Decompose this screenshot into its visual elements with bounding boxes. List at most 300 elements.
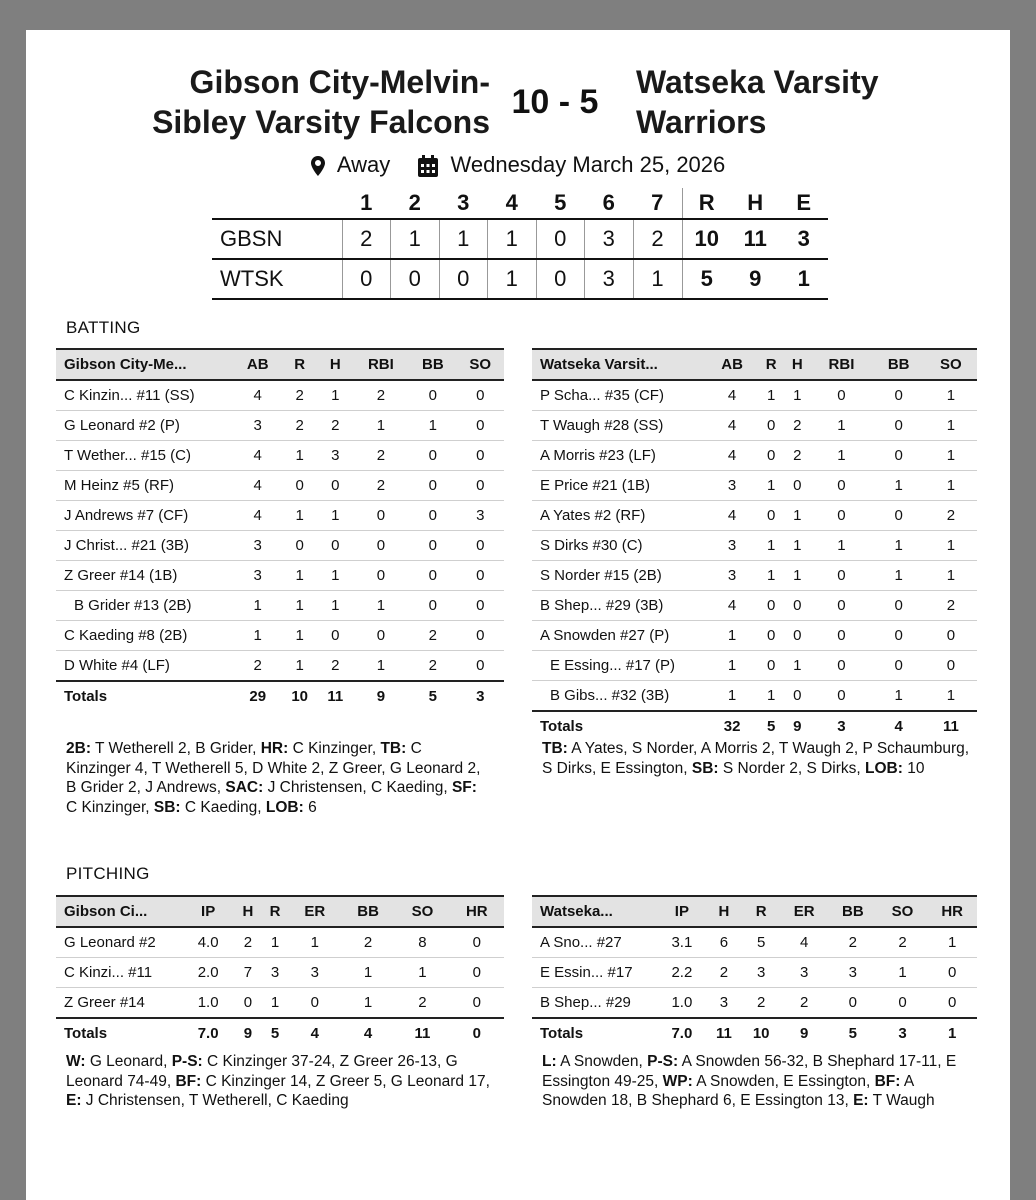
- stat-cell: 2: [784, 411, 810, 441]
- stat-cell: 1: [281, 591, 318, 621]
- stat-cell: 2: [780, 988, 828, 1019]
- line-score-inning: 3: [585, 259, 634, 299]
- stat-cell: 0: [409, 501, 456, 531]
- note-label: BF:: [175, 1072, 202, 1090]
- note-label: 2B:: [66, 740, 91, 757]
- player-row: [532, 927, 977, 958]
- stat-cell: 0: [758, 411, 784, 441]
- stat-cell: 0: [873, 591, 925, 621]
- note-text: C Kinzinger,: [66, 798, 154, 816]
- player-row: [56, 471, 504, 501]
- stat-cell: 1: [281, 561, 318, 591]
- note-text: A Snowden 18, B Shephard 6, E Essington 13,: [542, 1072, 914, 1109]
- player-row: [532, 380, 977, 411]
- line-score-inning: 2: [633, 219, 682, 259]
- stat-cell: 1: [784, 501, 810, 531]
- stat-header-r: R: [758, 349, 784, 380]
- line-score-col-7: 7: [651, 190, 664, 215]
- stat-cell: 2: [318, 411, 353, 441]
- line-score-inning: 0: [536, 219, 585, 259]
- stat-cell: 3: [706, 561, 758, 591]
- stat-header-h: H: [234, 896, 261, 927]
- stat-cell: 0: [873, 651, 925, 681]
- line-score-col-2: 2: [408, 190, 421, 215]
- stat-header-er: ER: [289, 896, 341, 927]
- player-name: J Andrews #7 (CF): [56, 501, 234, 531]
- player-name: B Shep... #29: [532, 988, 658, 1019]
- box-score-sheet: [26, 30, 1010, 1200]
- stat-header-so: SO: [878, 896, 928, 927]
- player-name: C Kaeding #8 (2B): [56, 621, 234, 651]
- stat-cell: 1: [925, 681, 977, 712]
- note-text: G Leonard,: [85, 1053, 172, 1070]
- stat-cell: 2.0: [182, 958, 234, 988]
- totals-cell: 5: [409, 681, 456, 711]
- totals-cell: 32: [706, 711, 758, 741]
- stat-cell: 0: [281, 531, 318, 561]
- player-name: B Gibs... #32 (3B): [532, 681, 706, 712]
- stat-header-r: R: [742, 896, 780, 927]
- stat-cell: 1: [873, 681, 925, 712]
- line-score-col-h: H: [747, 190, 764, 215]
- note-label: P-S:: [647, 1053, 679, 1070]
- stat-cell: 2: [353, 380, 410, 411]
- stat-cell: 2: [281, 411, 318, 441]
- player-row: [532, 411, 977, 441]
- player-name: E Essin... #17: [532, 958, 658, 988]
- stat-cell: 1: [758, 380, 784, 411]
- player-row: [56, 561, 504, 591]
- stat-cell: 1: [409, 411, 456, 441]
- stat-header-bb: BB: [828, 896, 878, 927]
- stat-cell: 0: [873, 441, 925, 471]
- away-batting-table: [532, 348, 977, 741]
- totals-cell: 11: [925, 711, 977, 741]
- line-score-table: [212, 188, 828, 300]
- stat-cell: 0: [234, 988, 261, 1019]
- final-score: 10 - 5: [511, 83, 599, 121]
- stat-header-row: [56, 896, 504, 927]
- stat-cell: 4: [780, 927, 828, 958]
- stat-cell: 0: [281, 471, 318, 501]
- stat-cell: 3: [706, 531, 758, 561]
- player-row: [56, 958, 504, 988]
- stat-header-h: H: [318, 349, 353, 380]
- note-label: HR:: [260, 740, 289, 757]
- map-pin-icon: [311, 151, 325, 179]
- stat-cell: 2: [409, 651, 456, 682]
- stat-header-hr: HR: [927, 896, 977, 927]
- stat-cell: 1: [925, 411, 977, 441]
- stat-header-r: R: [261, 896, 288, 927]
- line-score-r: 10: [682, 219, 731, 259]
- totals-cell: 1: [927, 1018, 977, 1048]
- stat-cell: 0: [810, 681, 872, 712]
- line-score-inning: 0: [439, 259, 488, 299]
- line-score-inning: 0: [342, 259, 391, 299]
- stat-header-rbi: RBI: [353, 349, 410, 380]
- line-score-inning: 0: [536, 259, 585, 299]
- stat-cell: 2: [395, 988, 449, 1019]
- totals-cell: 29: [234, 681, 281, 711]
- totals-cell: 10: [742, 1018, 780, 1048]
- totals-cell: 3: [878, 1018, 928, 1048]
- line-score-e: 1: [780, 259, 829, 299]
- line-score-h: 9: [731, 259, 780, 299]
- stat-header-bb: BB: [341, 896, 395, 927]
- player-name: S Norder #15 (2B): [532, 561, 706, 591]
- totals-cell: 9: [784, 711, 810, 741]
- player-name: C Kinzi... #11: [56, 958, 182, 988]
- player-row: [532, 988, 977, 1019]
- stat-cell: 0: [409, 561, 456, 591]
- totals-cell: 11: [318, 681, 353, 711]
- player-row: [56, 591, 504, 621]
- game-meta: [26, 150, 1010, 179]
- totals-cell: 3: [810, 711, 872, 741]
- stat-cell: 0: [409, 591, 456, 621]
- stat-cell: 0: [784, 591, 810, 621]
- stat-cell: 0: [758, 591, 784, 621]
- stat-cell: 1: [318, 501, 353, 531]
- stat-cell: 0: [457, 531, 504, 561]
- stat-header-row: [532, 896, 977, 927]
- totals-cell: 7.0: [182, 1018, 234, 1048]
- stat-cell: 0: [457, 411, 504, 441]
- stat-cell: 1: [758, 531, 784, 561]
- batting-section-title: BATTING: [66, 318, 141, 337]
- home-team-name: [90, 62, 490, 142]
- stat-cell: 0: [784, 471, 810, 501]
- player-row: [532, 591, 977, 621]
- totals-label: Totals: [532, 711, 706, 741]
- stat-cell: 1: [925, 531, 977, 561]
- game-header: [26, 62, 1010, 142]
- note-label: TB:: [380, 740, 407, 757]
- stat-cell: 4: [234, 501, 281, 531]
- player-row: [56, 501, 504, 531]
- player-row: [56, 380, 504, 411]
- totals-cell: 9: [780, 1018, 828, 1048]
- note-text: 6: [303, 798, 317, 816]
- stat-header-hr: HR: [450, 896, 504, 927]
- note-label: SAC:: [225, 779, 264, 796]
- note-label: W:: [66, 1053, 86, 1070]
- stat-cell: 3: [457, 501, 504, 531]
- stat-cell: 4: [706, 411, 758, 441]
- player-row: [56, 621, 504, 651]
- stat-cell: 0: [925, 651, 977, 681]
- stat-cell: 1: [925, 561, 977, 591]
- stat-cell: 1: [925, 380, 977, 411]
- stat-header-row: [56, 349, 504, 380]
- player-row: [56, 411, 504, 441]
- note-label: SB:: [691, 759, 719, 777]
- stat-cell: 6: [706, 927, 742, 958]
- stat-cell: 1.0: [182, 988, 234, 1019]
- totals-cell: 11: [706, 1018, 742, 1048]
- stat-cell: 0: [353, 561, 410, 591]
- stat-cell: 0: [810, 591, 872, 621]
- player-row: [56, 988, 504, 1019]
- stat-cell: 0: [810, 471, 872, 501]
- stat-cell: 0: [873, 380, 925, 411]
- stat-cell: 1.0: [658, 988, 706, 1019]
- home-pitching-notes: [66, 1052, 506, 1111]
- note-label: LOB:: [265, 798, 304, 816]
- stat-cell: 1: [261, 927, 288, 958]
- stat-cell: 1: [810, 441, 872, 471]
- stat-cell: 1: [873, 531, 925, 561]
- stat-cell: 0: [873, 501, 925, 531]
- totals-row: [532, 711, 977, 741]
- stat-cell: 0: [758, 651, 784, 681]
- totals-row: [56, 681, 504, 711]
- player-row: [56, 651, 504, 682]
- stat-cell: 1: [353, 591, 410, 621]
- stat-cell: 0: [409, 380, 456, 411]
- player-name: Z Greer #14 (1B): [56, 561, 234, 591]
- totals-cell: 0: [450, 1018, 504, 1048]
- stat-cell: 0: [810, 651, 872, 681]
- player-name: S Dirks #30 (C): [532, 531, 706, 561]
- totals-cell: 4: [873, 711, 925, 741]
- stat-cell: 0: [873, 621, 925, 651]
- note-text: J Christensen, T Wetherell, C Kaeding: [81, 1092, 349, 1109]
- stat-cell: 4: [706, 501, 758, 531]
- stat-cell: 0: [810, 561, 872, 591]
- player-name: D White #4 (LF): [56, 651, 234, 682]
- stat-cell: 4: [234, 380, 281, 411]
- stat-cell: 0: [784, 681, 810, 712]
- stat-cell: 3: [261, 958, 288, 988]
- stat-cell: 1: [281, 651, 318, 682]
- note-text: C Kinzinger,: [288, 740, 381, 757]
- totals-label: Totals: [56, 681, 234, 711]
- player-name: P Scha... #35 (CF): [532, 380, 706, 411]
- stat-cell: 3: [706, 471, 758, 501]
- note-text: A Snowden, E Essington,: [692, 1072, 875, 1090]
- stat-cell: 4: [706, 441, 758, 471]
- stat-cell: 1: [927, 927, 977, 958]
- line-score-inning: 1: [488, 219, 537, 259]
- line-score-inning: 3: [585, 219, 634, 259]
- player-name: G Leonard #2 (P): [56, 411, 234, 441]
- line-score-row: [212, 259, 828, 299]
- note-label: L:: [542, 1053, 557, 1070]
- player-name: G Leonard #2: [56, 927, 182, 958]
- totals-cell: 4: [289, 1018, 341, 1048]
- note-label: WP:: [662, 1072, 693, 1090]
- stat-cell: 1: [873, 471, 925, 501]
- stat-cell: 1: [234, 621, 281, 651]
- stat-cell: 2: [925, 591, 977, 621]
- stat-cell: 1: [784, 561, 810, 591]
- pitching-section-title: PITCHING: [66, 864, 150, 883]
- player-row: [532, 681, 977, 712]
- line-score-inning: 0: [391, 259, 440, 299]
- stat-cell: 3: [318, 441, 353, 471]
- note-text: 10: [902, 759, 925, 777]
- note-text: C Kinzinger 4, T Wetherell 5, D White 2, Z Greer, G Leonard 2, B Grider 2, J Andrews,: [66, 740, 481, 796]
- note-label: P-S:: [171, 1053, 203, 1070]
- player-name: A Sno... #27: [532, 927, 658, 958]
- stat-cell: 3: [706, 988, 742, 1019]
- player-name: E Price #21 (1B): [532, 471, 706, 501]
- line-score-col-r: R: [682, 188, 731, 219]
- note-text: S Norder 2, S Dirks,: [718, 759, 866, 777]
- note-label: BF:: [874, 1072, 901, 1090]
- player-row: [532, 471, 977, 501]
- line-score-col-3: 3: [457, 190, 470, 215]
- totals-cell: 3: [457, 681, 504, 711]
- stat-cell: 0: [925, 621, 977, 651]
- line-score-r: 5: [682, 259, 731, 299]
- stat-header-er: ER: [780, 896, 828, 927]
- game-date: Wednesday March 25, 2026: [450, 152, 726, 178]
- note-text: J Christensen, C Kaeding,: [263, 779, 452, 796]
- line-score-inning: 1: [391, 219, 440, 259]
- stat-header-team: Gibson City-Me...: [56, 349, 234, 380]
- stat-header-rbi: RBI: [810, 349, 872, 380]
- totals-cell: 11: [395, 1018, 449, 1048]
- note-text: A Snowden,: [556, 1053, 648, 1070]
- totals-cell: 9: [353, 681, 410, 711]
- stat-cell: 0: [457, 591, 504, 621]
- note-text: T Wetherell 2, B Grider,: [90, 740, 261, 757]
- stat-cell: 1: [706, 621, 758, 651]
- stat-cell: 0: [828, 988, 878, 1019]
- player-row: [56, 531, 504, 561]
- stat-cell: 2: [784, 441, 810, 471]
- stat-cell: 0: [353, 501, 410, 531]
- line-score-inning: 1: [633, 259, 682, 299]
- stat-cell: 2: [409, 621, 456, 651]
- stat-cell: 1: [353, 411, 410, 441]
- stat-header-bb: BB: [409, 349, 456, 380]
- stat-cell: 0: [450, 927, 504, 958]
- stat-header-ip: IP: [658, 896, 706, 927]
- stat-cell: 0: [758, 621, 784, 651]
- line-score-col-1: 1: [360, 190, 373, 215]
- stat-cell: 1: [810, 531, 872, 561]
- stat-header-r: R: [281, 349, 318, 380]
- totals-cell: 5: [261, 1018, 288, 1048]
- away-team-name-line1: Watseka Varsity: [636, 64, 879, 100]
- player-row: [532, 958, 977, 988]
- note-text: A Snowden 56-32, B Shephard 17-11, E Essington 49-25,: [542, 1053, 957, 1090]
- line-score-inning: 1: [488, 259, 537, 299]
- totals-row: [532, 1018, 977, 1048]
- player-row: [532, 441, 977, 471]
- note-text: C Kinzinger 37-24, Z Greer 26-13, G Leonard 74-49,: [66, 1053, 458, 1090]
- stat-cell: 0: [353, 621, 410, 651]
- note-label: E:: [66, 1092, 82, 1109]
- player-name: A Morris #23 (LF): [532, 441, 706, 471]
- stat-cell: 0: [873, 411, 925, 441]
- stat-cell: 3: [780, 958, 828, 988]
- away-pitching-table: [532, 895, 977, 1048]
- stat-cell: 1: [758, 561, 784, 591]
- stat-cell: 1: [758, 471, 784, 501]
- stat-cell: 0: [457, 651, 504, 682]
- stat-cell: 1: [341, 988, 395, 1019]
- stat-cell: 1: [925, 441, 977, 471]
- stat-cell: 4: [706, 380, 758, 411]
- stat-cell: 2: [828, 927, 878, 958]
- stat-cell: 0: [457, 380, 504, 411]
- line-score-col-6: 6: [602, 190, 615, 215]
- totals-cell: 7.0: [658, 1018, 706, 1048]
- line-score-row: [212, 219, 828, 259]
- stat-cell: 1: [706, 681, 758, 712]
- stat-cell: 0: [810, 380, 872, 411]
- away-team-name: [636, 62, 996, 142]
- away-batting-notes: [542, 739, 972, 778]
- stat-cell: 0: [457, 471, 504, 501]
- stat-cell: 0: [927, 958, 977, 988]
- away-pitching-notes: [542, 1052, 972, 1111]
- stat-cell: 1: [234, 591, 281, 621]
- player-row: [532, 561, 977, 591]
- stat-cell: 1: [395, 958, 449, 988]
- stat-cell: 0: [784, 621, 810, 651]
- stat-cell: 1: [318, 591, 353, 621]
- totals-row: [56, 1018, 504, 1048]
- stat-cell: 0: [758, 441, 784, 471]
- stat-cell: 0: [409, 531, 456, 561]
- stat-cell: 5: [742, 927, 780, 958]
- stat-cell: 4: [234, 471, 281, 501]
- home-batting-notes: [66, 739, 486, 817]
- stat-cell: 3: [234, 561, 281, 591]
- stat-header-so: SO: [925, 349, 977, 380]
- stat-cell: 3: [742, 958, 780, 988]
- stat-header-so: SO: [457, 349, 504, 380]
- player-name: M Heinz #5 (RF): [56, 471, 234, 501]
- stat-cell: 1: [758, 681, 784, 712]
- stat-cell: 1: [925, 471, 977, 501]
- stat-cell: 4: [234, 441, 281, 471]
- away-team-name-line2: Warriors: [636, 104, 767, 140]
- stat-cell: 0: [810, 621, 872, 651]
- stat-cell: 3.1: [658, 927, 706, 958]
- home-batting-table: [56, 348, 504, 711]
- location-label: Away: [336, 152, 391, 178]
- stat-header-ab: AB: [234, 349, 281, 380]
- stat-cell: 2.2: [658, 958, 706, 988]
- line-score-inning: 2: [342, 219, 391, 259]
- stat-cell: 0: [878, 988, 928, 1019]
- note-label: SB:: [153, 798, 181, 816]
- stat-cell: 2: [318, 651, 353, 682]
- player-row: [532, 501, 977, 531]
- stat-cell: 3: [289, 958, 341, 988]
- home-team-name-line2: Sibley Varsity Falcons: [152, 104, 490, 140]
- player-name: E Essing... #17 (P): [532, 651, 706, 681]
- totals-cell: 9: [234, 1018, 261, 1048]
- stat-header-ab: AB: [706, 349, 758, 380]
- stat-cell: 1: [878, 958, 928, 988]
- stat-cell: 1: [318, 561, 353, 591]
- stat-cell: 0: [457, 561, 504, 591]
- player-name: J Christ... #21 (3B): [56, 531, 234, 561]
- stat-cell: 0: [318, 531, 353, 561]
- player-name: Z Greer #14: [56, 988, 182, 1019]
- line-score-inning: 1: [439, 219, 488, 259]
- stat-cell: 2: [353, 471, 410, 501]
- stat-cell: 2: [234, 927, 261, 958]
